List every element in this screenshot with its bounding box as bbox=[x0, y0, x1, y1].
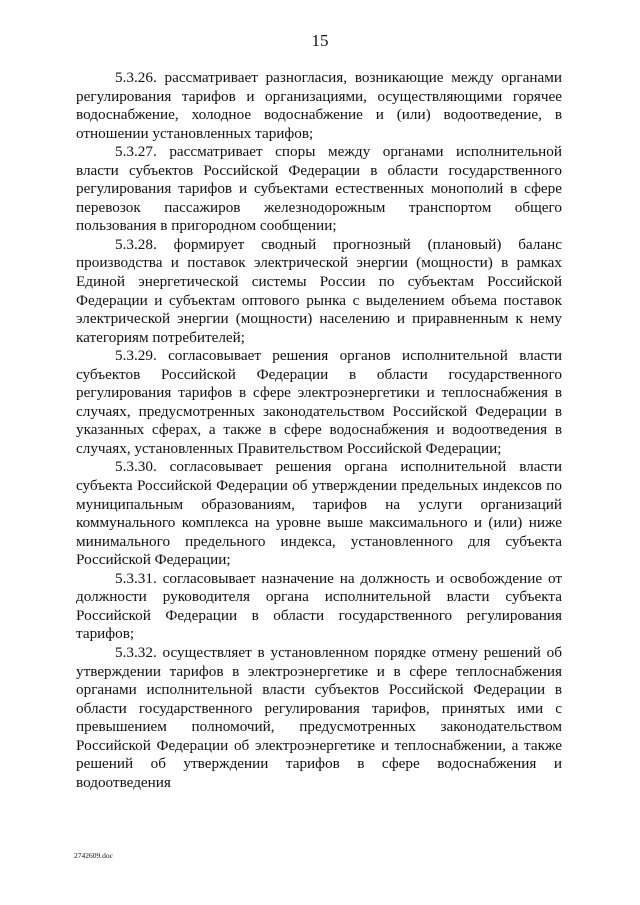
clause-5-3-30: 5.3.30. согласовывает решения органа исполнительной власти субъекта Российской Федерации об утверждении предельных индексов по муниципальным образованиям, тарифов на услуги организаций коммунального комплекса на уровне выше максимального и (или) ниже минимального предельного индекса, установленного для субъекта Российской Федерации; bbox=[76, 458, 562, 569]
clause-5-3-32: 5.3.32. осуществляет в установленном порядке отмену решений об утверждении тарифов в электроэнергетике и в сфере теплоснабжения органами исполнительной власти субъектов Российской Федерации в области государственного регулирования тарифов, принятых ими с превышением полномочий, предусмотренных законодательством Российской Федерации об электроэнергетике и теплоснабжении, а также решений об утверждении тарифов в сфере водоснабжения и водоотведения bbox=[76, 643, 562, 791]
page-number: 15 bbox=[311, 31, 329, 50]
clause-5-3-28: 5.3.28. формирует сводный прогнозный (плановый) баланс производства и поставок электрической энергии (мощности) в рамках Единой энергетической системы России по субъектам Российской Федерации и субъектам оптового рынка с выделением объема поставок электрической энергии (мощности) населению и приравненным к нему категориям потребителей; bbox=[76, 235, 562, 346]
document-body bbox=[76, 69, 562, 792]
clause-5-3-27: 5.3.27. рассматривает споры между органами исполнительной власти субъектов Российской Федерации в области государственного регулирования тарифов и субъектами естественных монополий в сфере перевозок пассажиров железнодорожным транспортом общего пользования в пригородном сообщении; bbox=[76, 143, 562, 235]
clause-5-3-31: 5.3.31. согласовывает назначение на должность и освобождение от должности руководителя органа исполнительной власти субъекта Российской Федерации в области государственного регулирования тарифов; bbox=[76, 569, 562, 643]
clause-5-3-26: 5.3.26. рассматривает разногласия, возникающие между органами регулирования тарифов и организациями, осуществляющими горячее водоснабжение, холодное водоснабжение и (или) водоотведение, в отношении установленных тарифов; bbox=[76, 69, 562, 142]
clause-5-3-29: 5.3.29. согласовывает решения органов исполнительной власти субъектов Российской Федерации в области государственного регулирования тарифов в сфере электроэнергетики и теплоснабжения в случаях, предусмотренных законодательством Российской Федерации в указанных сферах, а также в сфере водоснабжения и водоотведения в случаях, установленных Правительством Российской Федерации; bbox=[76, 347, 562, 457]
document-filename: 2742609.doc bbox=[74, 851, 113, 860]
